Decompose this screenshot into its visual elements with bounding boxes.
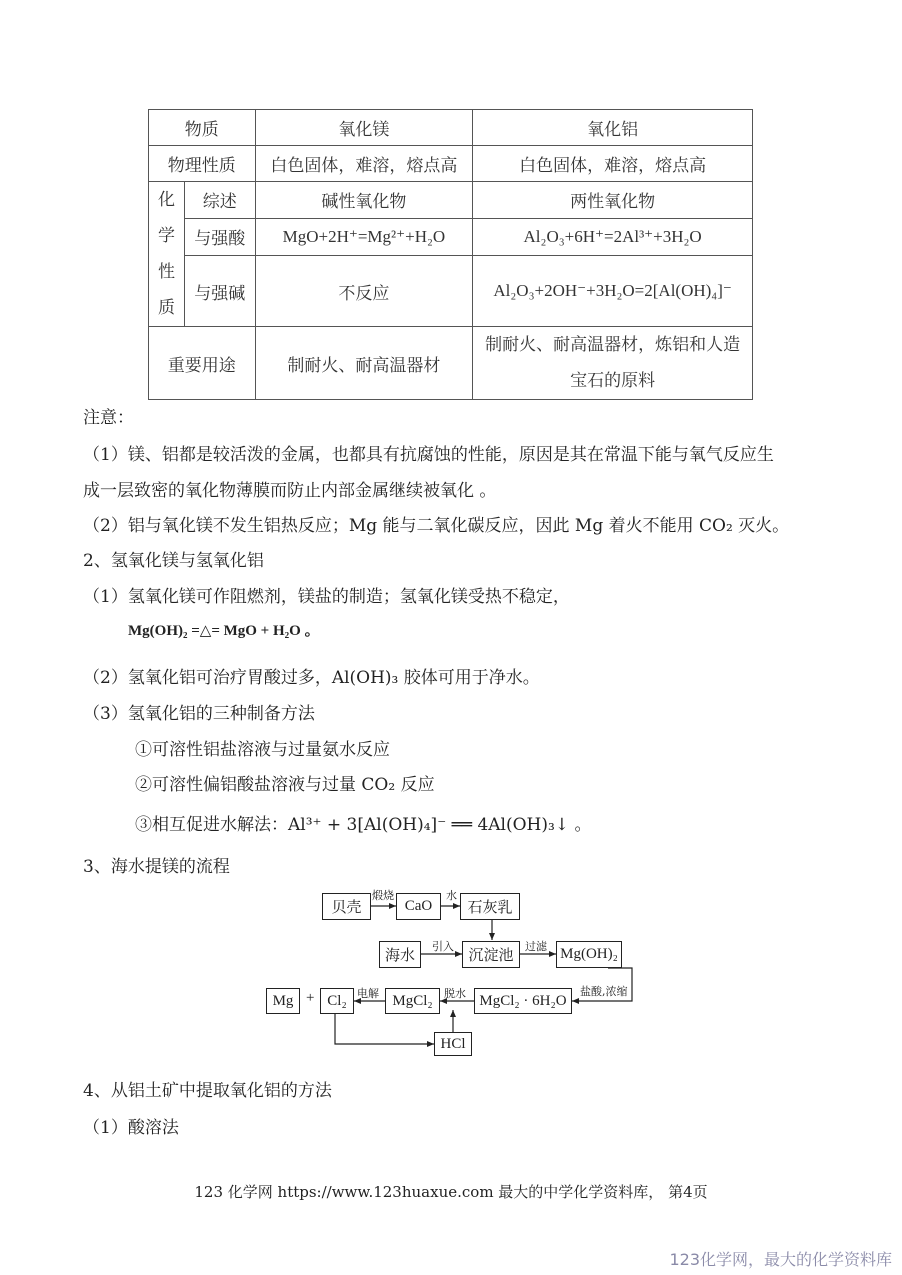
flow-label-filter: 过滤 xyxy=(525,940,547,953)
flow-label-water: 水 xyxy=(446,889,457,902)
note-1-line-a: （1）镁、铝都是较活泼的金属，也都具有抗腐蚀的性能，原因是其在常温下能与氧气反应生 xyxy=(83,445,774,465)
row-label-base: 与强碱 xyxy=(184,256,255,327)
flow-label-intro: 引入 xyxy=(432,940,454,953)
flow-box-limemilk: 石灰乳 xyxy=(460,893,520,920)
section-4-p1: （1）酸溶法 xyxy=(83,1118,179,1138)
row-label-acid: 与强酸 xyxy=(184,218,255,256)
equation-mgoh2-decompose: Mg(OH)₂ =△= MgO + H₂O 。 xyxy=(128,623,320,639)
section-2-p3: （3）氢氧化铝的三种制备方法 xyxy=(83,704,315,724)
flow-box-hydrate: MgCl₂ · 6H₂O xyxy=(474,988,572,1014)
note-2: （2）铝与氧化镁不发生铝热反应；Mg 能与二氧化碳反应，因此 Mg 着火不能用 CO₂ 灭火。 xyxy=(83,516,790,536)
flow-plus: + xyxy=(306,990,315,1006)
flow-label-calcine: 煅烧 xyxy=(372,889,394,902)
flow-label-dehydrate: 脱水 xyxy=(444,987,466,1000)
watermark: 123化学网，最大的化学资料库 xyxy=(669,1250,892,1269)
cell-phys-al2o3: 白色固体，难溶，熔点高 xyxy=(473,146,753,182)
section-2-p1: （1）氢氧化镁可作阻燃剂，镁盐的制造；氢氧化镁受热不稳定， xyxy=(83,587,570,607)
row-label-chemical: 化 学 性 质 xyxy=(149,182,185,327)
row-label-summary: 综述 xyxy=(184,182,255,219)
flow-box-mgcl2: MgCl₂ xyxy=(385,988,440,1014)
arrow-cl2-hcl xyxy=(335,1014,434,1044)
cell-use-al2o3: 制耐火、耐高温器材，炼铝和人造宝石的原料 xyxy=(473,327,753,400)
page-footer: 123 化学网 https://www.123huaxue.com 最大的中学化学资料库， 第4页 xyxy=(194,1183,708,1201)
cell-acid-mgo: MgO+2H⁺=Mg²⁺+H₂O xyxy=(255,218,473,256)
section-4-heading: 4、从铝土矿中提取氧化铝的方法 xyxy=(83,1081,332,1101)
section-3-heading: 3、海水提镁的流程 xyxy=(83,857,230,877)
note-1-line-b: 成一层致密的氧化物薄膜而防止内部金属继续被氧化 。 xyxy=(83,481,497,501)
flow-label-acid: 盐酸,浓缩 xyxy=(580,985,628,998)
flow-box-mgoh2: Mg(OH)₂ xyxy=(556,941,622,968)
flow-box-shell: 贝壳 xyxy=(322,893,371,920)
section-2-p2: （2）氢氧化铝可治疗胃酸过多，Al(OH)₃ 胶体可用于净水。 xyxy=(83,668,540,688)
cell-acid-al2o3: Al₂O₃+6H⁺=2Al³⁺+3H₂O xyxy=(473,218,753,256)
cell-sum-mgo: 碱性氧化物 xyxy=(255,182,473,219)
method-1: ①可溶性铝盐溶液与过量氨水反应 xyxy=(135,740,390,760)
cell-use-mgo: 制耐火、耐高温器材 xyxy=(255,327,473,400)
cell-base-mgo: 不反应 xyxy=(255,256,473,327)
row-label-use: 重要用途 xyxy=(149,327,256,400)
cell-base-al2o3: Al₂O₃+2OH⁻+3H₂O=2[Al(OH)₄]⁻ xyxy=(473,256,753,327)
flow-box-tank: 沉淀池 xyxy=(462,941,520,968)
flow-box-cl2: Cl₂ xyxy=(320,988,354,1014)
flow-box-hcl: HCl xyxy=(434,1032,472,1056)
flow-box-seawater: 海水 xyxy=(379,941,421,968)
notes-title: 注意： xyxy=(83,408,134,428)
header-al2o3: 氧化铝 xyxy=(473,110,753,146)
header-mgo: 氧化镁 xyxy=(255,110,473,146)
cell-sum-al2o3: 两性氧化物 xyxy=(473,182,753,219)
method-2: ②可溶性偏铝酸盐溶液与过量 CO₂ 反应 xyxy=(135,775,435,795)
header-substance: 物质 xyxy=(149,110,256,146)
flow-box-cao: CaO xyxy=(396,893,441,920)
row-label-physical: 物理性质 xyxy=(149,146,256,182)
section-2-heading: 2、氢氧化镁与氢氧化铝 xyxy=(83,551,264,571)
method-3: ③相互促进水解法：Al³⁺ + 3[Al(OH)₄]⁻ ══ 4Al(OH)₃↓ 。 xyxy=(135,815,592,835)
cell-phys-mgo: 白色固体，难溶，熔点高 xyxy=(255,146,473,182)
flow-box-mg: Mg xyxy=(266,988,300,1014)
flow-label-electro: 电解 xyxy=(357,987,379,1000)
